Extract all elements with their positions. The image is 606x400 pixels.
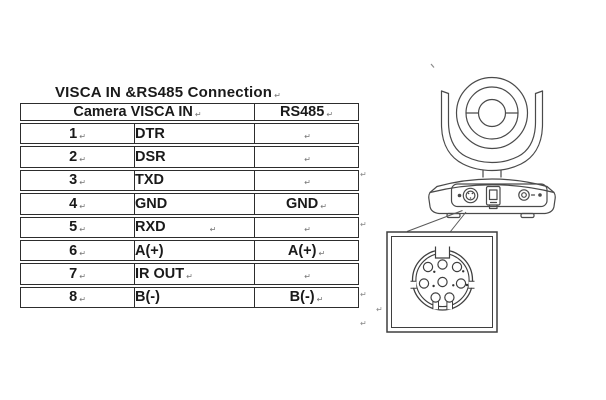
formatting-mark: ↵	[360, 170, 367, 179]
formatting-mark: ↵	[209, 225, 217, 235]
pin-number-cell: 1 ↵	[20, 123, 135, 144]
formatting-mark: ↵	[320, 201, 327, 211]
keyway-notch	[436, 245, 450, 259]
signal-cell: GND	[135, 193, 255, 214]
signal-cell: DSR	[135, 146, 255, 167]
formatting-mark: ↵	[79, 131, 86, 141]
signal-cell: A(+)	[135, 240, 255, 261]
formatting-mark: ↵	[79, 295, 86, 305]
formatting-mark: ↵	[186, 272, 193, 282]
signal-cell: DTR	[135, 123, 255, 144]
formatting-mark: ↵	[316, 295, 324, 305]
column-header-camera-visca-in: Camera VISCA IN ↵	[20, 103, 255, 121]
formatting-mark: ↵	[376, 305, 383, 314]
camera-lens	[457, 78, 528, 149]
formatting-mark: ↵	[360, 290, 367, 299]
screw-icon	[538, 193, 542, 197]
pin-hole	[452, 262, 461, 271]
formatting-mark: ↵	[318, 248, 326, 258]
pin-number-cell: 8 ↵	[20, 287, 135, 308]
page-title-text: VISCA IN &RS485 Connection	[54, 84, 273, 101]
formatting-mark: ↵	[304, 155, 311, 165]
pin-hole	[445, 293, 454, 302]
formatting-mark: ↵	[304, 131, 311, 141]
column-header-rs485: RS485 ↵	[255, 103, 359, 121]
io-port-icon	[487, 187, 501, 209]
formatting-mark: ↵	[360, 319, 367, 328]
pin-number-cell: 4 ↵	[20, 193, 135, 214]
formatting-mark: ↵	[194, 110, 202, 119]
signal-cell: B(-)	[135, 287, 255, 308]
pin-number-cell: 3 ↵	[20, 170, 135, 191]
formatting-mark: ↵	[79, 201, 86, 211]
anchor-mark	[431, 64, 434, 68]
formatting-mark: ↵	[274, 91, 282, 100]
pin-hole	[438, 260, 447, 269]
signal-cell: TXD	[135, 170, 255, 191]
ptz-camera-figure	[429, 78, 556, 218]
signal-cell: IR OUT ↵	[135, 263, 255, 284]
formatting-mark: ↵	[326, 110, 334, 119]
rs485-cell: B(-) ↵	[255, 287, 359, 308]
side-notch	[469, 281, 475, 288]
camera-neck	[483, 171, 501, 178]
rs485-cell: A(+) ↵	[255, 240, 359, 261]
visca-din-port-icon	[463, 188, 477, 202]
connector-detail-box	[387, 232, 497, 332]
formatting-mark: ↵	[79, 178, 86, 188]
pin-number-cell: 5 ↵	[20, 217, 135, 238]
pin-holes	[419, 260, 465, 302]
rs485-cell: GND ↵	[255, 193, 359, 214]
pin-hole	[456, 279, 465, 288]
pin-number-cell: 7 ↵	[20, 263, 135, 284]
formatting-mark: ↵	[79, 248, 86, 258]
formatting-mark: ↵	[79, 225, 86, 235]
formatting-mark: ↵	[79, 155, 86, 165]
side-notch	[411, 281, 417, 288]
pin-number-cell: 6 ↵	[20, 240, 135, 261]
pin-number-cell: 2 ↵	[20, 146, 135, 167]
power-jack-icon	[519, 190, 535, 200]
formatting-mark: ↵	[304, 272, 311, 282]
pin-hole	[423, 262, 432, 271]
formatting-mark: ↵	[360, 220, 367, 229]
formatting-mark: ↵	[79, 272, 86, 282]
camera-foot	[521, 214, 534, 218]
formatting-mark: ↵	[304, 225, 311, 235]
signal-cell: RXD ↵	[135, 217, 255, 238]
formatting-mark: ↵	[304, 178, 311, 188]
screw-icon	[458, 194, 462, 198]
pin-hole	[431, 293, 440, 302]
camera-base	[429, 179, 556, 218]
mini-din-8-diagram	[411, 245, 475, 311]
pin-hole	[419, 279, 428, 288]
pin-hole	[438, 277, 447, 286]
